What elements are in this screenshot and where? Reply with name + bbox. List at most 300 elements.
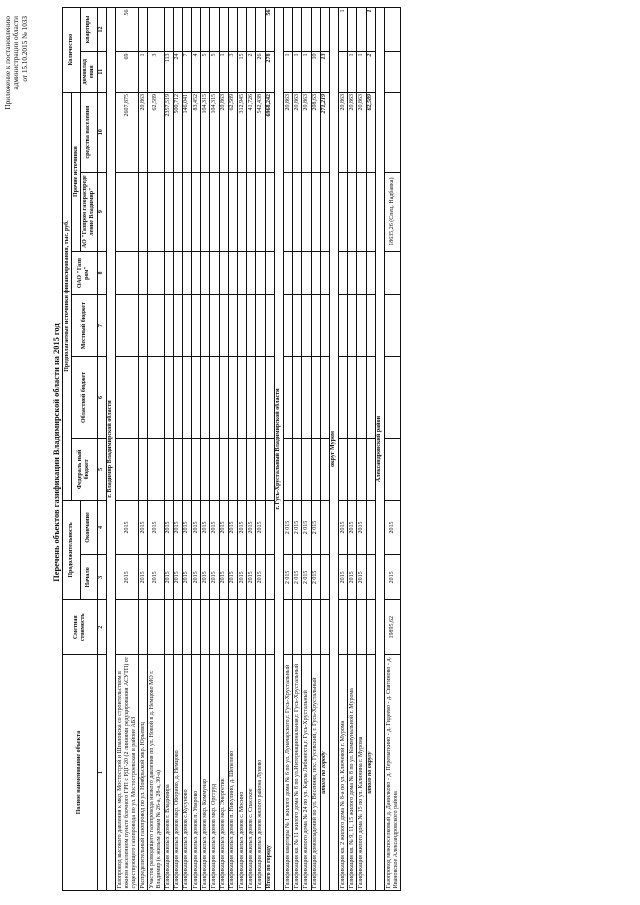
header-population: средства населения	[81, 92, 97, 172]
gazprom-cell	[311, 251, 320, 295]
end-cell: 2015	[192, 500, 201, 555]
end-cell: 2015	[238, 500, 247, 555]
federal-cell	[247, 439, 256, 500]
object-name-cell: Газификация жилых домов с. Спасское	[247, 655, 256, 891]
header-apartments: квартиры	[81, 8, 97, 52]
start-cell	[366, 555, 375, 600]
apartments-cell	[302, 8, 311, 52]
column-number: 3	[97, 555, 106, 600]
start-cell: 2015	[385, 555, 401, 600]
end-cell: 2015	[210, 500, 219, 555]
gazprom-cell	[148, 251, 164, 295]
column-number: 2	[97, 600, 106, 655]
gazprom-cell	[182, 251, 191, 295]
object-name-cell: итого по городу	[320, 655, 329, 891]
table-row	[293, 8, 302, 891]
cost-cell	[173, 600, 182, 655]
column-number: 6	[97, 356, 106, 438]
population-cell: 104,315	[201, 92, 210, 172]
regional-cell	[265, 356, 274, 438]
apartments-cell	[283, 8, 292, 52]
local-cell	[139, 295, 148, 356]
population-cell: 146,041	[182, 92, 191, 172]
cost-cell	[293, 600, 302, 655]
start-cell: 2015	[139, 555, 148, 600]
vladimir-cell	[139, 172, 148, 251]
start-cell: 2015	[148, 555, 164, 600]
population-cell: 500,712	[173, 92, 182, 172]
federal-cell	[256, 439, 265, 500]
households-cell: 2	[366, 51, 375, 92]
gazprom-cell	[320, 251, 329, 295]
start-cell: 2015	[247, 555, 256, 600]
federal-cell	[320, 439, 329, 500]
local-cell	[311, 295, 320, 356]
object-name-cell: Газификация жилых домов п. Уварово	[192, 655, 201, 891]
end-cell: 2015	[115, 500, 138, 555]
section-row	[106, 8, 115, 891]
end-cell: 2 015	[311, 500, 320, 555]
end-cell: 2 015	[293, 500, 302, 555]
vladimir-cell	[238, 172, 247, 251]
local-cell	[164, 295, 173, 356]
federal-cell	[115, 439, 138, 500]
appendix-line: администрации области	[12, 16, 21, 90]
table-row	[311, 8, 320, 891]
population-cell: 20,863	[139, 92, 148, 172]
object-name-cell: Газификация кв. 2 жилого дома № 8-а по ул. Ключевой г. Мурома	[339, 655, 348, 891]
vladimir-cell	[164, 172, 173, 251]
object-name-cell: Газификация жилых домов мкр. Оборино, д. Немцово	[173, 655, 182, 891]
vladimir-cell	[320, 172, 329, 251]
population-cell: 83,452	[192, 92, 201, 172]
gazprom-cell	[283, 251, 292, 295]
column-number: 9	[97, 172, 106, 251]
cost-cell	[139, 600, 148, 655]
households-cell: 7	[182, 51, 191, 92]
local-cell	[293, 295, 302, 356]
regional-cell	[201, 356, 210, 438]
table-row	[219, 8, 228, 891]
federal-cell	[293, 439, 302, 500]
object-name-cell: Газификация жилых домов с. Мосино	[238, 655, 247, 891]
end-cell: 2015	[182, 500, 191, 555]
vladimir-cell	[357, 172, 366, 251]
gazprom-cell	[115, 251, 138, 295]
gazprom-cell	[293, 251, 302, 295]
object-name-cell: Участок разводящего газопровода низкого давления по ул. Новой в д. Немцово МО г. Владимир (к жилым домам № 26-а, 28-а, 30-а)	[148, 655, 164, 891]
start-cell: 2 015	[311, 555, 320, 600]
column-number: 7	[97, 295, 106, 356]
vladimir-cell	[173, 172, 182, 251]
apartments-cell	[385, 8, 401, 52]
table-row	[148, 8, 164, 891]
households-cell: 3	[148, 51, 164, 92]
header-other: Прочие источники	[72, 92, 81, 251]
table-row	[115, 8, 138, 891]
population-cell: 2607,875	[115, 92, 138, 172]
population-cell: 41,726	[247, 92, 256, 172]
end-cell: 2 015	[283, 500, 292, 555]
object-name-cell: Газопровод высокого давления к мкр. Мостострой и Шпаловска со строительством в южном населенном пункте блочного ГРП с РДГ-20 (2 линиями редуцирования АСУТП) от существующего газопровода по ул. Мостостроевская в районе АБЗ	[115, 655, 138, 891]
header-federal: Федераль ный бюджет	[72, 439, 97, 500]
table-header	[63, 8, 107, 891]
table-row	[283, 8, 292, 891]
regional-cell	[385, 356, 401, 438]
households-cell	[339, 51, 348, 92]
federal-cell	[139, 439, 148, 500]
section-title: г. Гусь-Хрустальный Владимирской области	[274, 8, 283, 891]
apartments-cell	[182, 8, 191, 52]
apartments-cell	[247, 8, 256, 52]
header-gazprom: ОАО "Газп ром"	[72, 251, 97, 295]
regional-cell	[311, 356, 320, 438]
households-cell	[385, 51, 401, 92]
object-name-cell: Газификация жилого дома № 24 по ул. Карла Либкнехта,г. Гусь-Хрустальный	[302, 655, 311, 891]
population-cell	[385, 92, 401, 172]
households-cell: 1	[302, 51, 311, 92]
cost-cell	[115, 600, 138, 655]
local-cell	[219, 295, 228, 356]
population-cell: 62,589	[148, 92, 164, 172]
population-cell: 20,863	[219, 92, 228, 172]
local-cell	[320, 295, 329, 356]
regional-cell	[210, 356, 219, 438]
cost-cell	[210, 600, 219, 655]
apartments-cell: 1	[339, 8, 348, 52]
local-cell	[357, 295, 366, 356]
object-name-cell: Газификация жилых домов жилого района Лунево	[256, 655, 265, 891]
column-number: 8	[97, 251, 106, 295]
end-cell: 2015	[348, 500, 357, 555]
apartments-cell	[228, 8, 237, 52]
end-cell: 2015	[201, 500, 210, 555]
end-cell: 2015	[228, 500, 237, 555]
start-cell: 2015	[339, 555, 348, 600]
start-cell: 2015	[164, 555, 173, 600]
cost-cell	[182, 600, 191, 655]
federal-cell	[210, 439, 219, 500]
regional-cell	[115, 356, 138, 438]
start-cell: 2015	[192, 555, 201, 600]
regional-cell	[357, 356, 366, 438]
column-number: 1	[97, 655, 106, 891]
header-duration: Продолжительность	[63, 500, 81, 600]
gazprom-cell	[238, 251, 247, 295]
cost-cell	[247, 600, 256, 655]
start-cell: 2015	[182, 555, 191, 600]
cost-cell: 19895,62	[385, 600, 401, 655]
local-cell	[173, 295, 182, 356]
federal-cell	[385, 439, 401, 500]
section-title: г. Владимир Владимирской области	[106, 8, 115, 891]
federal-cell	[173, 439, 182, 500]
federal-cell	[366, 439, 375, 500]
federal-cell	[357, 439, 366, 500]
table-row	[302, 8, 311, 891]
apartments-cell	[148, 8, 164, 52]
regional-cell	[182, 356, 191, 438]
local-cell	[210, 295, 219, 356]
object-name-cell: Газификация жилых домов мкр. Оргтруд	[210, 655, 219, 891]
cost-cell	[283, 600, 292, 655]
start-cell: 2015	[210, 555, 219, 600]
end-cell	[265, 500, 274, 555]
federal-cell	[182, 439, 191, 500]
vladimir-cell	[283, 172, 292, 251]
gazprom-cell	[192, 251, 201, 295]
section-row	[329, 8, 338, 891]
cost-cell	[302, 600, 311, 655]
cost-cell	[219, 600, 228, 655]
gazprom-cell	[210, 251, 219, 295]
federal-cell	[192, 439, 201, 500]
table-row	[247, 8, 256, 891]
gazprom-cell	[164, 251, 173, 295]
start-cell: 2015	[228, 555, 237, 600]
federal-cell	[219, 439, 228, 500]
population-cell: 20,863	[357, 92, 366, 172]
local-cell	[228, 295, 237, 356]
gazprom-cell	[385, 251, 401, 295]
local-cell	[201, 295, 210, 356]
table-row	[139, 8, 148, 891]
vladimir-cell	[247, 172, 256, 251]
object-name-cell: Газификация кв. № 9, 11, 15 жилого дома № 8 по ул. Коммунальной г. Мурома	[348, 655, 357, 891]
households-cell: 4	[192, 51, 201, 92]
vladimir-cell	[256, 172, 265, 251]
households-cell: 26	[256, 51, 265, 92]
population-cell: 62,589	[366, 92, 375, 172]
households-cell: 113	[164, 51, 173, 92]
table-row	[357, 8, 366, 891]
header-cost: Сметная стоимость	[63, 600, 98, 655]
gazprom-cell	[139, 251, 148, 295]
gazprom-cell	[256, 251, 265, 295]
apartments-cell: 56	[115, 8, 138, 52]
apartments-cell	[320, 8, 329, 52]
end-cell: 2015	[247, 500, 256, 555]
apartments-cell	[293, 8, 302, 52]
local-cell	[366, 295, 375, 356]
population-cell: 104,315	[210, 92, 219, 172]
object-name-cell: Газификация жилых домов мкр. Коммунар	[201, 655, 210, 891]
cost-cell	[192, 600, 201, 655]
gazprom-cell	[201, 251, 210, 295]
households-cell: 5	[201, 51, 210, 92]
end-cell: 2015	[219, 500, 228, 555]
apartments-cell: 1	[366, 8, 375, 52]
federal-cell	[164, 439, 173, 500]
start-cell: 2015	[201, 555, 210, 600]
table-row	[164, 8, 173, 891]
local-cell	[339, 295, 348, 356]
end-cell: 2015	[357, 500, 366, 555]
apartments-cell	[238, 8, 247, 52]
start-cell: 2015	[256, 555, 265, 600]
vladimir-cell	[311, 172, 320, 251]
gazprom-cell	[339, 251, 348, 295]
appendix-note	[4, 16, 29, 109]
column-number: 11	[97, 51, 106, 92]
local-cell	[302, 295, 311, 356]
subtotal-row	[320, 8, 329, 891]
table-row	[182, 8, 191, 891]
cost-cell	[348, 600, 357, 655]
regional-cell	[192, 356, 201, 438]
cost-cell	[256, 600, 265, 655]
header-name: Полное наименование объекта	[63, 655, 98, 891]
apartments-cell: 56	[265, 8, 274, 52]
federal-cell	[238, 439, 247, 500]
regional-cell	[302, 356, 311, 438]
vladimir-cell	[302, 172, 311, 251]
apartments-cell	[164, 8, 173, 52]
households-cell: 1	[139, 51, 148, 92]
cost-cell	[311, 600, 320, 655]
section-title: округ Муром	[329, 8, 338, 891]
end-cell: 2015	[339, 500, 348, 555]
table-row	[201, 8, 210, 891]
gazprom-cell	[357, 251, 366, 295]
federal-cell	[311, 439, 320, 500]
document-title: Перечень объектов газификации Владимирской области на 2015 год	[52, 323, 61, 582]
section-row	[375, 8, 384, 891]
population-cell: 62,589	[228, 92, 237, 172]
vladimir-cell	[228, 172, 237, 251]
header-vladimir: АО "Газпром газораспреде ление Владимир"	[81, 172, 97, 251]
table-row	[256, 8, 265, 891]
object-name-cell: Газификация кв. № 11 жилого дома № 8 по ул.Интернациональная,г. Гусь-Хрустальный	[293, 655, 302, 891]
apartments-cell	[173, 8, 182, 52]
header-sources: Предполагаемые источники финансирования, тыс. руб.	[63, 92, 72, 500]
cost-cell	[320, 600, 329, 655]
vladimir-cell	[366, 172, 375, 251]
regional-cell	[219, 356, 228, 438]
apartments-cell	[311, 8, 320, 52]
gazprom-cell	[173, 251, 182, 295]
regional-cell	[139, 356, 148, 438]
local-cell	[348, 295, 357, 356]
federal-cell	[302, 439, 311, 500]
table-row	[228, 8, 237, 891]
households-cell: 1	[357, 51, 366, 92]
population-cell: 208,63	[311, 92, 320, 172]
object-name-cell: Газификация квартиры № 1 жилого дома № 6 по ул. Луначарского,г. Гусь-Хрустальный	[283, 655, 292, 891]
gasification-table	[62, 7, 401, 891]
cost-cell	[238, 600, 247, 655]
regional-cell	[148, 356, 164, 438]
households-cell: 2	[247, 51, 256, 92]
regional-cell	[366, 356, 375, 438]
end-cell: 2015	[256, 500, 265, 555]
vladimir-cell	[192, 172, 201, 251]
population-cell: 6968,242	[265, 92, 274, 172]
vladimir-cell: 18635,26 (Спец. Надбавка)	[385, 172, 401, 251]
regional-cell	[283, 356, 292, 438]
households-cell: 1	[293, 51, 302, 92]
population-cell: 2357,519	[164, 92, 173, 172]
table-row	[192, 8, 201, 891]
vladimir-cell	[201, 172, 210, 251]
regional-cell	[348, 356, 357, 438]
gazprom-cell	[228, 251, 237, 295]
gazprom-cell	[302, 251, 311, 295]
start-cell: 2015	[115, 555, 138, 600]
start-cell	[320, 555, 329, 600]
regional-cell	[339, 356, 348, 438]
federal-cell	[228, 439, 237, 500]
end-cell: 2015	[385, 500, 401, 555]
population-cell: 20,863	[283, 92, 292, 172]
cost-cell	[148, 600, 164, 655]
population-cell: 542,438	[256, 92, 265, 172]
population-cell: 20,863	[302, 92, 311, 172]
vladimir-cell	[339, 172, 348, 251]
column-number: 10	[97, 92, 106, 172]
object-name-cell: Газификация жилого дома № 15 по ул. Калинина г. Мурома	[357, 655, 366, 891]
federal-cell	[148, 439, 164, 500]
end-cell: 2015	[164, 500, 173, 555]
households-cell: 5	[210, 51, 219, 92]
cost-cell	[339, 600, 348, 655]
apartments-cell	[219, 8, 228, 52]
households-cell: 24	[173, 51, 182, 92]
cost-cell	[228, 600, 237, 655]
gazprom-cell	[247, 251, 256, 295]
households-cell: 15	[238, 51, 247, 92]
local-cell	[265, 295, 274, 356]
vladimir-cell	[210, 172, 219, 251]
local-cell	[247, 295, 256, 356]
end-cell: 2 015	[302, 500, 311, 555]
regional-cell	[247, 356, 256, 438]
federal-cell	[339, 439, 348, 500]
apartments-cell	[201, 8, 210, 52]
population-cell: 271,219	[320, 92, 329, 172]
start-cell	[265, 555, 274, 600]
regional-cell	[173, 356, 182, 438]
local-cell	[192, 295, 201, 356]
vladimir-cell	[293, 172, 302, 251]
households-cell: 1	[348, 51, 357, 92]
cost-cell	[201, 600, 210, 655]
households-cell: 13	[320, 51, 329, 92]
start-cell: 2015	[348, 555, 357, 600]
cost-cell	[357, 600, 366, 655]
households-cell: 3	[228, 51, 237, 92]
households-cell: 278	[265, 51, 274, 92]
object-name-cell: Газификация жилых домов г. Владимира	[164, 655, 173, 891]
table-body	[106, 8, 400, 891]
table-row	[173, 8, 182, 891]
apartments-cell	[139, 8, 148, 52]
regional-cell	[320, 356, 329, 438]
object-name-cell: Газификация домовладений по ул. Весенняя, пос. Гусевский, г. Гусь-Хрустальный	[311, 655, 320, 891]
gazprom-cell	[265, 251, 274, 295]
start-cell: 2015	[238, 555, 247, 600]
local-cell	[283, 295, 292, 356]
cost-cell	[265, 600, 274, 655]
object-name-cell: Распределительный газопровод по ул. Ноябрьской мкр. Юрьевец	[139, 655, 148, 891]
apartments-cell	[210, 8, 219, 52]
appendix-line: Приложение к постановлению	[4, 16, 12, 110]
start-cell: 2 015	[283, 555, 292, 600]
vladimir-cell	[265, 172, 274, 251]
local-cell	[115, 295, 138, 356]
federal-cell	[283, 439, 292, 500]
column-number: 12	[97, 8, 106, 52]
